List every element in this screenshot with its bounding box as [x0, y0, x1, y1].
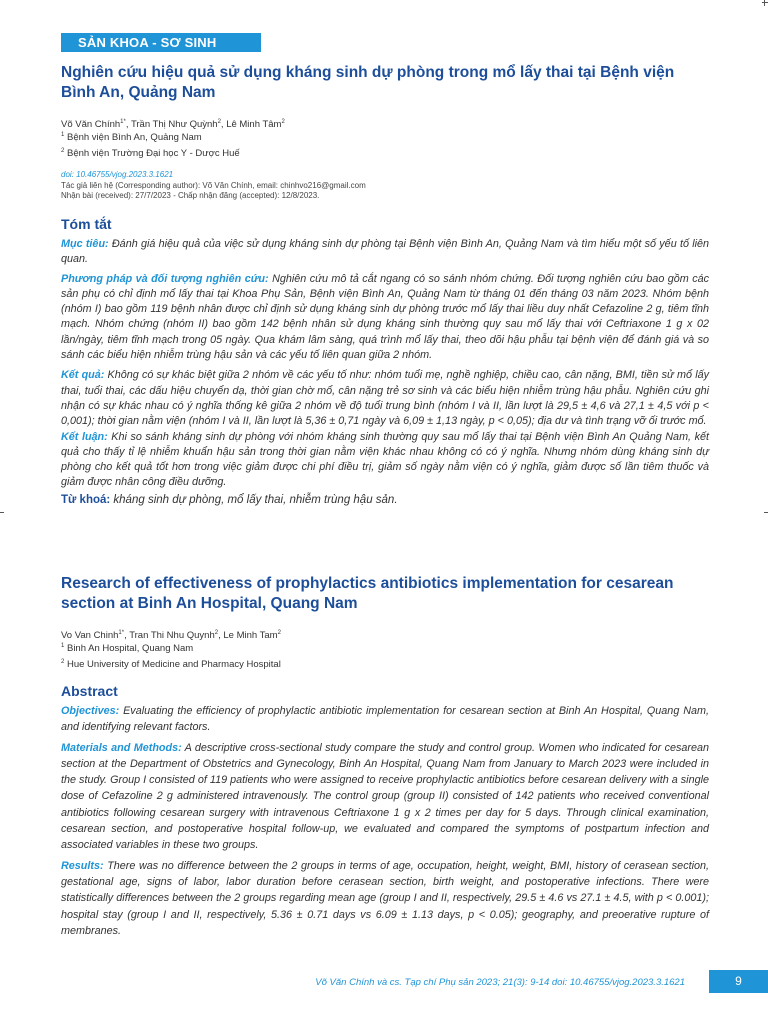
vi-results-label: Kết quả: — [61, 369, 105, 382]
vi-authors: Võ Văn Chính$^{1*}$, Trần Thị Như Quỳnh$^2$, Lê Minh Tâm$^2$ — [61, 119, 285, 131]
en-affiliations — [61, 640, 709, 671]
vi-conclusion-label: Kết luận: — [61, 430, 108, 443]
vi-objective-label: Mục tiêu: — [61, 238, 109, 250]
en-abstract — [61, 703, 709, 939]
vi-abstract — [61, 237, 709, 506]
en-objectives: Objectives: Evaluating the efficiency of prophylactic antibiotic implementation for cesarean section at Binh An Hospital, Quang Nam, and identifying relevant factors. — [61, 705, 709, 734]
en-author-1: Vo Van Chinh$^{1*}$ — [61, 630, 125, 642]
vi-abstract-heading: Tóm tắt — [61, 216, 112, 232]
vi-results: Kết quả: Không có sự khác biệt giữa 2 nhóm về các yếu tố như: nhóm tuổi mẹ, nghề nghiệp, chiều cao, cân nặng, BMI, tiền sử mổ lấy thai, tuổi thai, các dấu hiệu chuyển dạ, thời gian chờ mổ, cân nặng trẻ sơ sinh và các biểu hiện nhiễm trùng hậu phẫu. Nghiên cứu ghi nhận có sự khác nhau có ý nghĩa thống kê giữa 2 nhóm về độ tuổi trung bình (nhóm I và II, lần lượt là 29,5 ± 4,6 và 27,1 ± 4,5 với p < 0,001); thời gian nằm viện (nhóm I và II, lần lượt là 5,36 ± 0,71 ngày và 6,09 ± 1,13 ngày, p < 0,05); địa dư và tình trạng vỡ ối trước mổ. — [61, 369, 709, 428]
vi-affiliation-1: $^1$ Bệnh viện Bình An, Quảng Nam — [61, 132, 202, 144]
crop-mark-left — [0, 512, 4, 513]
doi[interactable]: doi: 10.46755/vjog.2023.3.1621 — [61, 170, 174, 179]
vi-keywords: Từ khoá: kháng sinh dự phòng, mổ lấy thai, nhiễm trùng hậu sản. — [61, 493, 398, 506]
vi-author-1: Võ Văn Chính$^{1*}$ — [61, 119, 126, 131]
en-methods: Materials and Methods: A descriptive cross-sectional study compare the study and control group. Women who indicated for cesarean section at the Department of Obstetrics and Gynecology, Binh An Hospital, Quang Nam from January to March 2023 were included in the study. Group I consisted of 119 patients who were assigned to receive prophylactic antibiotics before cesarean delivery with a single dose of Cefazoline 2 g administered intravenously. The control group (group II) consisted of 142 patients who received conventional antibiotics following cesarean surgery with intravenous Ceftriaxone 1 g x 2 times per day for 5 days. Through clinical examination, cesarean section, and postoperative hospital follow-up, we evaluated and compared the symptoms of postpartum infection and associated variables in these two groups. — [61, 741, 709, 852]
en-results-label: Results: — [61, 859, 104, 872]
vi-title: Nghiên cứu hiệu quả sử dụng kháng sinh dự phòng trong mổ lấy thai tại Bệnh viện Bình An, Quảng Nam — [61, 64, 675, 101]
page-number: 9 — [709, 970, 768, 993]
en-objectives-label: Objectives: — [61, 705, 120, 717]
vi-affiliations — [61, 129, 709, 160]
vi-author-2: Trần Thị Như Quỳnh$^2$ — [130, 119, 221, 131]
en-methods-label: Materials and Methods: — [61, 741, 182, 754]
vi-methods-label: Phương pháp và đối tượng nghiên cứu: — [61, 272, 269, 285]
received-accepted: Nhận bài (received): 27/7/2023 - Chấp nhận đăng (accepted): 12/8/2023. — [61, 191, 320, 200]
crop-mark-right — [764, 512, 768, 513]
vi-methods: Phương pháp và đối tượng nghiên cứu: Nghiên cứu mô tả cắt ngang có so sánh nhóm chứng. Đối tượng nghiên cứu bao gồm các sản phụ có chỉ định mổ lấy thai tại Khoa Phụ Sản, Bệnh viện Bình An, Quảng Nam từ tháng 01 đến tháng 03 năm 2023. Nhóm bệnh (nhóm I) bao gồm 119 bệnh nhân được chỉ định sử dụng kháng sinh dự phòng trước mổ lấy thai liều duy nhất Cefazoline 2 g, tiêm tĩnh mạch. Nhóm chứng (nhóm II) bao gồm 142 bệnh nhân sử dụng kháng sinh thường quy sau mổ lấy thai với Ceftriaxone 1 g x 02 lần/ngày, tiêm tĩnh mạch trong 05 ngày. Qua khám lâm sàng, quá trình mổ lấy thai, theo dõi hậu phẫu tại bệnh viện để đánh giá và so sánh các biểu hiện nhiễm trùng hậu sản và các yếu tố liên quan giữa 2 nhóm. — [61, 272, 710, 362]
crop-mark-top-right — [762, 0, 768, 6]
footer-citation: Võ Văn Chính và cs. Tạp chí Phụ sản 2023; 21(3): 9-14 doi: 10.46755/vjog.2023.3.1621 — [315, 977, 685, 988]
en-author-2: Tran Thi Nhu Quynh$^2$ — [129, 630, 219, 642]
en-title: Research of effectiveness of prophylactics antibiotics implementation for cesarean section at Binh An Hospital, Quang Nam — [61, 575, 674, 612]
en-results: Results: There was no difference between the 2 groups in terms of age, occupation, height, weight, BMI, history of cerasean section, gestational age, signs of labor, labor duration before cerasean section, birth weight, and postoperative infections. There were statistically differences between the 2 groups regarding mean age (group I and II, respectively, 29.5 ± 4.6 vs 27.1 ± 4.5, with p < 0.001); hospital stay (group I and II, respectively, 5.36 ± 0.71 days vs 6.09 ± 1.13 days, p < 0.05); geography, and preoerative rupture of membranes. — [61, 859, 709, 937]
vi-keywords-label: Từ khoá: — [61, 493, 111, 506]
section-tag: SẢN KHOA - SƠ SINH — [61, 33, 261, 52]
en-authors: Vo Van Chinh$^{1*}$, Tran Thi Nhu Quynh$^2$, Le Minh Tam$^2$ — [61, 630, 281, 642]
article-meta — [61, 170, 709, 202]
en-affiliation-1: $^1$ Binh An Hospital, Quang Nam — [61, 643, 194, 655]
en-affiliation-2: $^2$ Hue University of Medicine and Pharmacy Hospital — [61, 658, 281, 670]
vi-affiliation-2: $^2$ Bệnh viện Trường Đại học Y - Dược Huế — [61, 147, 240, 159]
en-author-3: Le Minh Tam$^2$ — [223, 630, 281, 642]
corresponding-author: Tác giả liên hệ (Corresponding author): Võ Văn Chính, email: chinhvo216@gmail.com — [61, 180, 366, 190]
en-abstract-heading: Abstract — [61, 683, 118, 699]
vi-objective: Mục tiêu: Đánh giá hiệu quả của việc sử dụng kháng sinh dự phòng tại Bệnh viện Bình An, Quảng Nam và tìm hiểu một số yếu tố liên quan. — [61, 238, 710, 266]
vi-author-3: Lê Minh Tâm$^2$ — [226, 119, 285, 131]
vi-conclusion: Kết luận: Khi so sánh kháng sinh dự phòng với nhóm kháng sinh thường quy sau mổ lấy thai tại Bệnh viện Bình An Quảng Nam, kết quả cho thấy tỉ lệ nhiễm khuẩn hậu sản trong thời gian nằm viện khác nhau không có có ý nghĩa. Nhưng nhóm dùng kháng sinh dự phòng cho kết quả tốt hơn trong việc giảm được chi phí điều trị, giảm số ngày nằm viện có ý nghĩa, giảm được số lần tiêm thuốc và giảm được nhân công điều dưỡng. — [61, 430, 710, 489]
